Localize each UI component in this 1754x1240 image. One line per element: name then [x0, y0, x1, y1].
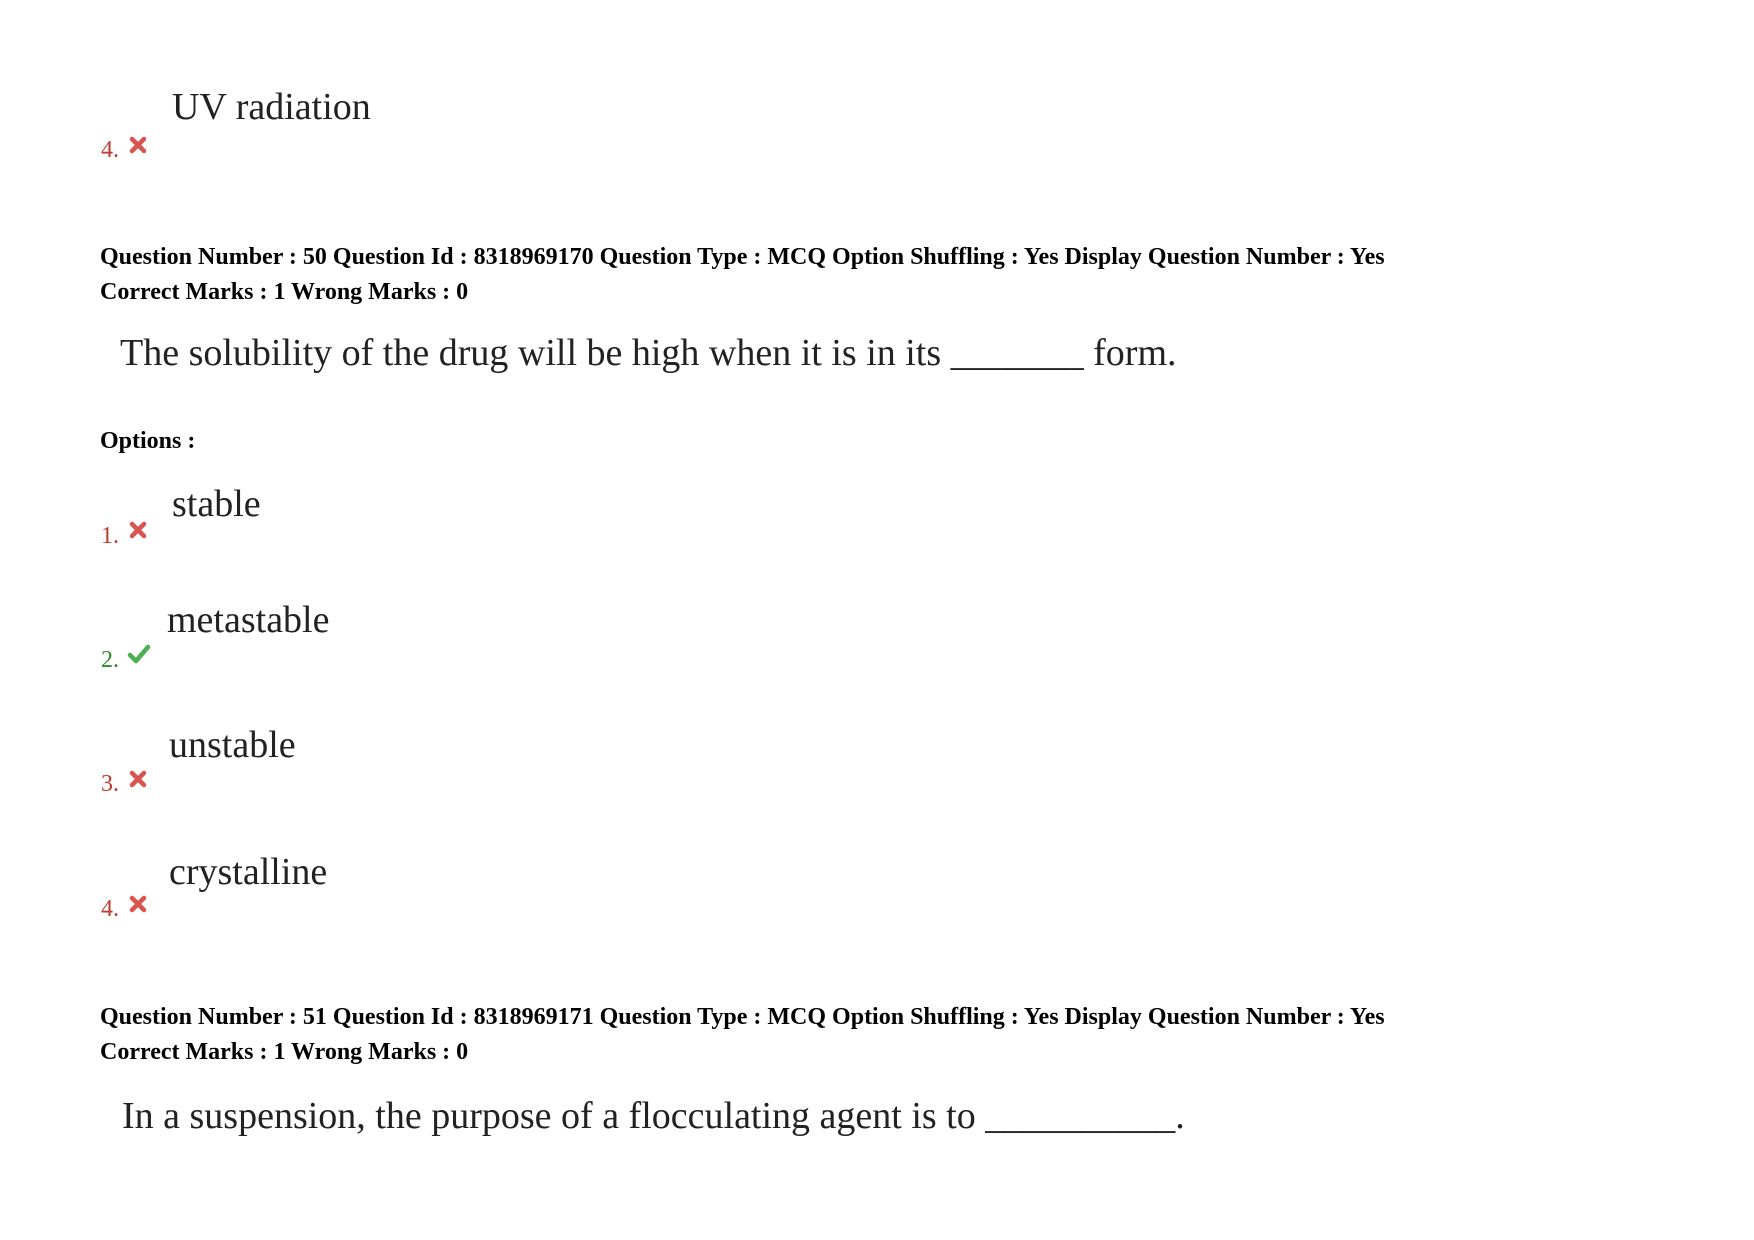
- cross-icon: [128, 135, 148, 155]
- option-1-text: stable: [172, 483, 261, 525]
- check-icon: [127, 644, 151, 664]
- option-4-text: crystalline: [169, 851, 328, 893]
- question-meta-line1: Question Number : 50 Question Id : 8318969170 Question Type : MCQ Option Shuffling : Yes Display Question Number : Yes: [100, 244, 1385, 270]
- cross-icon: [128, 769, 148, 789]
- option-2-text: metastable: [167, 599, 330, 641]
- question-meta: [100, 240, 1385, 310]
- question-meta-line2: Correct Marks : 1 Wrong Marks : 0: [100, 279, 469, 305]
- options-label: Options :: [100, 428, 196, 454]
- question-text: In a suspension, the purpose of a flocculating agent is to __________.: [122, 1095, 1185, 1137]
- option-1-number: 1.: [101, 523, 119, 549]
- cross-icon: [128, 520, 148, 540]
- question-text: The solubility of the drug will be high when it is in its _______ form.: [120, 332, 1177, 374]
- option-4-number: 4.: [101, 896, 119, 922]
- option-3-number: 3.: [101, 771, 119, 797]
- question-meta-line2: Correct Marks : 1 Wrong Marks : 0: [100, 1039, 469, 1065]
- cross-icon: [128, 894, 148, 914]
- question-meta-line1: Question Number : 51 Question Id : 8318969171 Question Type : MCQ Option Shuffling : Yes Display Question Number : Yes: [100, 1004, 1385, 1030]
- option-2-number: 2.: [101, 647, 119, 673]
- question-meta: [100, 1000, 1385, 1070]
- prev-option-4-text: UV radiation: [172, 86, 371, 128]
- prev-option-4-number: 4.: [101, 137, 119, 163]
- option-3-text: unstable: [169, 724, 296, 766]
